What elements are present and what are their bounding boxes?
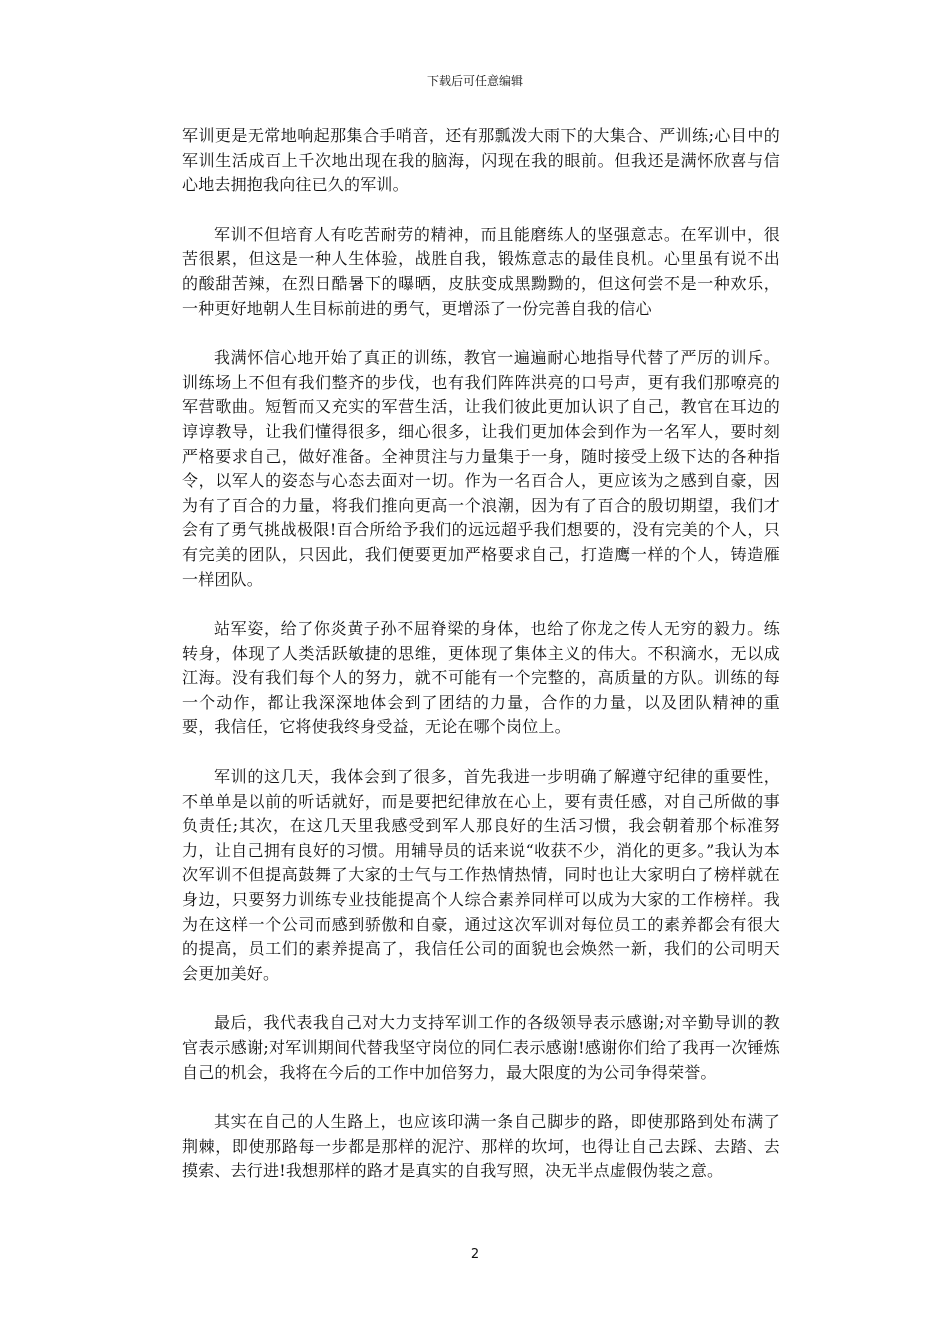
paragraph: 军训更是无常地响起那集合手哨音，还有那瓢泼大雨下的大集合、严训练;心目中的军训生活成百上千次地出现在我的脑海，闪现在我的眼前。但我还是满怀欣喜与信心地去拥抱我向往已久的军训。 xyxy=(182,126,780,195)
paragraph: 军训不但培育人有吃苦耐劳的精神，而且能磨练人的坚强意志。在军训中，很苦很累，但这是一种人生体验，战胜自我，锻炼意志的最佳良机。心里虽有说不出的酸甜苦辣，在烈日酷暑下的曝晒，皮肤变成黑黝黝的，但这何尝不是一种欢乐，一种更好地朝人生目标前进的勇气，更增添了一份完善自我的信心 xyxy=(182,224,780,318)
document-body xyxy=(182,124,780,1209)
page-header: 下载后可任意编辑 xyxy=(426,74,523,88)
paragraph: 军训的这几天，我体会到了很多，首先我进一步明确了解遵守纪律的重要性，不单单是以前的听话就好，而是要把纪律放在心上，要有责任感，对自己所做的事负责任;其次，在这几天里我感受到军人那良好的生活习惯，我会朝着那个标准努力，让自己拥有良好的习惯。用辅导员的话来说“收获不少，消化的更多。”我认为本次军训不但提高鼓舞了大家的士气与工作热情热情，同时也让大家明白了榜样就在身边，只要努力训练专业技能提高个人综合素养同样可以成为大家的工作榜样。我为在这样一个公司而感到骄傲和自豪，通过这次军训对每位员工的素养都会有很大的提高，员工们的素养提高了，我信任公司的面貌也会焕然一新，我们的公司明天会更加美好。 xyxy=(182,767,780,983)
paragraph: 其实在自己的人生路上，也应该印满一条自己脚步的路，即使那路到处布满了荆棘，即使那路每一步都是那样的泥泞、那样的坎坷，也得让自己去踩、去踏、去摸索、去行进!我想那样的路才是真实的自我写照，决无半点虚假伪装之意。 xyxy=(182,1112,780,1181)
paragraph: 最后，我代表我自己对大力支持军训工作的各级领导表示感谢;对辛勤导训的教官表示感谢;对军训期间代替我坚守岗位的同仁表示感谢!感谢你们给了我再一次锤炼自己的机会，我将在今后的工作中加倍努力，最大限度的为公司争得荣誉。 xyxy=(182,1013,780,1082)
paragraph: 站军姿，给了你炎黄子孙不屈脊梁的身体，也给了你龙之传人无穷的毅力。练转身，体现了人类活跃敏捷的思维，更体现了集体主义的伟大。不积滴水，无以成江海。没有我们每个人的努力，就不可能有一个完整的，高质量的方队。训练的每一个动作，都让我深深地体会到了团结的力量，合作的力量，以及团队精神的重要，我信任，它将使我终身受益，无论在哪个岗位上。 xyxy=(182,619,780,737)
paragraph: 我满怀信心地开始了真正的训练，教官一遍遍耐心地指导代替了严厉的训斥。训练场上不但有我们整齐的步伐，也有我们阵阵洪亮的口号声，更有我们那嘹亮的军营歌曲。短暂而又充实的军营生活，让我们彼此更加认识了自己，教官在耳边的谆谆教导，让我们懂得很多，细心很多，让我们更加体会到作为一名军人，要时刻严格要求自己，做好准备。全神贯注与力量集于一身，随时接受上级下达的各种指令，以军人的姿态与心态去面对一切。作为一名百合人，更应该为之感到自豪，因为有了百合的力量，将我们推向更高一个浪潮，因为有了百合的殷切期望，我们才会有了勇气挑战极限!百合所给予我们的远远超乎我们想要的，没有完美的个人，只有完美的团队，只因此，我们便要更加严格要求自己，打造鹰一样的个人，铸造雁一样团队。 xyxy=(182,348,780,589)
page-number: 2 xyxy=(470,1247,480,1262)
